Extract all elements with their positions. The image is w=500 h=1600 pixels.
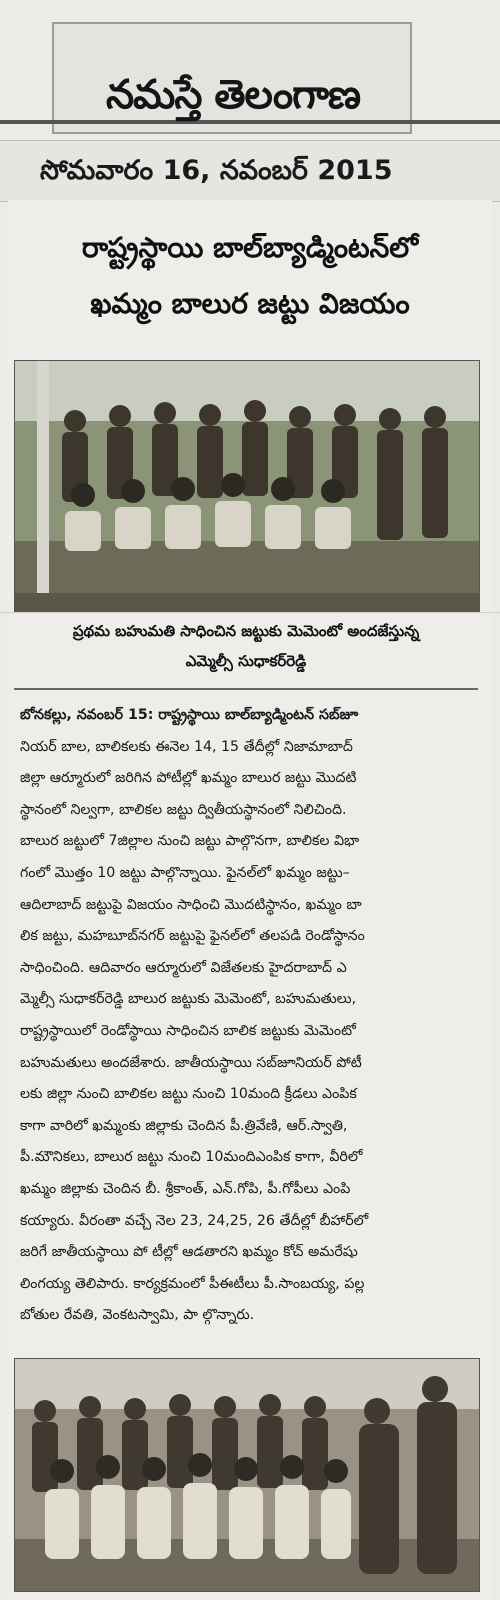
photo-caption <box>14 616 478 690</box>
body-line: మ్మెల్సీ సుధాకర్‌రెడ్డి బాలుర జట్టుకు మెమెంటో, బహుమతులు, <box>20 991 357 1008</box>
body-line: లకు జిల్లా నుంచి బాలికల జట్టు నుంచి 10మంది క్రీడలు ఎంపిక <box>20 1086 357 1103</box>
body-line: బోతుల రేవతి, వెంకటస్వామి, పా ల్గొన్నారు. <box>20 1307 255 1324</box>
body-line: లిక జట్టు, మహబూబ్‌నగర్ జట్టుపై ఫైనల్‌లో తలపడి రెండోస్థానం <box>20 928 365 945</box>
fold-crease <box>0 612 500 613</box>
body-line: పీ.మౌనికలు, బాలుర జట్టు నుంచి 10మందిఎంపిక కాగా, వీరిలో <box>20 1149 363 1166</box>
newspaper-name: నమస్తే తెలంగాణ <box>105 72 361 118</box>
body-line: ఆదిలాబాద్ జట్టుపై విజయం సాధించి మొదటిస్థానం, ఖమ్మం బా <box>20 896 362 913</box>
body-line: సాధించింది. ఆదివారం ఆర్మూరులో విజేతలకు హైదరాబాద్ ఎ <box>20 959 347 976</box>
body-line: జరిగే జాతీయస్థాయి పో టీల్లో ఆడతారని ఖమ్మం కోచ్ అమరేషు <box>20 1244 358 1261</box>
body-line: కయ్యారు. వీరంతా వచ్చే నెల 23, 24,25, 26 తేదీల్లో బీహార్‌లో <box>20 1212 369 1229</box>
team-photo <box>14 360 480 612</box>
headline-line-1: రాష్ట్రస్థాయి బాల్‌బ్యాడ్మింటన్‌లో <box>81 231 419 264</box>
body-line: కాగా వారిలో ఖమ్మంకు జిల్లాకు చెందిన పీ.త్రివేణి, ఆర్.స్వాతి, <box>20 1117 348 1134</box>
publication-date: సోమవారం 16, నవంబర్ 2015 <box>40 155 393 186</box>
body-line: బాలుర జట్టులో 7జిల్లాల నుంచి జట్టు పాల్గొనగా, బాలికల విభా <box>20 833 360 850</box>
body-line: బోనకల్లు, నవంబర్ 15: రాష్ట్రస్థాయి బాల్‌బ్యాడ్మింటన్ సబ్‌జూ <box>20 707 359 723</box>
caption-line-1: ప్రథమ బహుమతి సాధించిన జట్టుకు మెమెంటో అందజేస్తున్న <box>72 622 420 640</box>
caption-line-2: ఎమ్మెల్సీ సుధాకర్‌రెడ్డి <box>185 652 307 670</box>
body-line: స్థానంలో నిల్వగా, బాలికల జట్టు ద్వితీయస్థానంలో నిలిచింది. <box>20 801 347 818</box>
body-line: గంలో మొత్తం 10 జట్టు పాల్గొన్నాయి. ఫైనల్‌లో ఖమ్మం జట్టు– <box>20 864 350 881</box>
girls-team-photo <box>14 1358 480 1592</box>
body-line: నియర్ బాల, బాలికలకు ఈనెల 14, 15 తేదీల్లో నిజామాబాద్ <box>20 738 353 755</box>
body-line: రాష్ట్రస్థాయిలో రెండోస్థాయి సాధించిన బాలిక జట్టుకు మెమెంటో <box>20 1022 356 1039</box>
body-line: ఖమ్మం జిల్లాకు చెందిన బీ. శ్రీకాంత్, ఎన్.గోపి, పీ.గోపీలు ఎంపి <box>20 1180 351 1197</box>
article-headline <box>14 220 486 332</box>
headline-line-2: ఖమ్మం బాలుర జట్టు విజయం <box>90 287 410 320</box>
body-line: బహుమతులు అందజేశారు. జాతీయస్థాయి సబ్‌జూనియర్ పోటీ <box>20 1054 362 1071</box>
body-line: లింగయ్య తెలిపారు. కార్యక్రమంలో పీఈటీలు పీ.సాంబయ్య, పల్ల <box>20 1275 365 1292</box>
article-body <box>20 700 480 1332</box>
body-line: జిల్లా ఆర్మూరులో జరిగిన పోటీల్లో ఖమ్మం బాలుర జట్టు మొదటి <box>20 770 357 787</box>
